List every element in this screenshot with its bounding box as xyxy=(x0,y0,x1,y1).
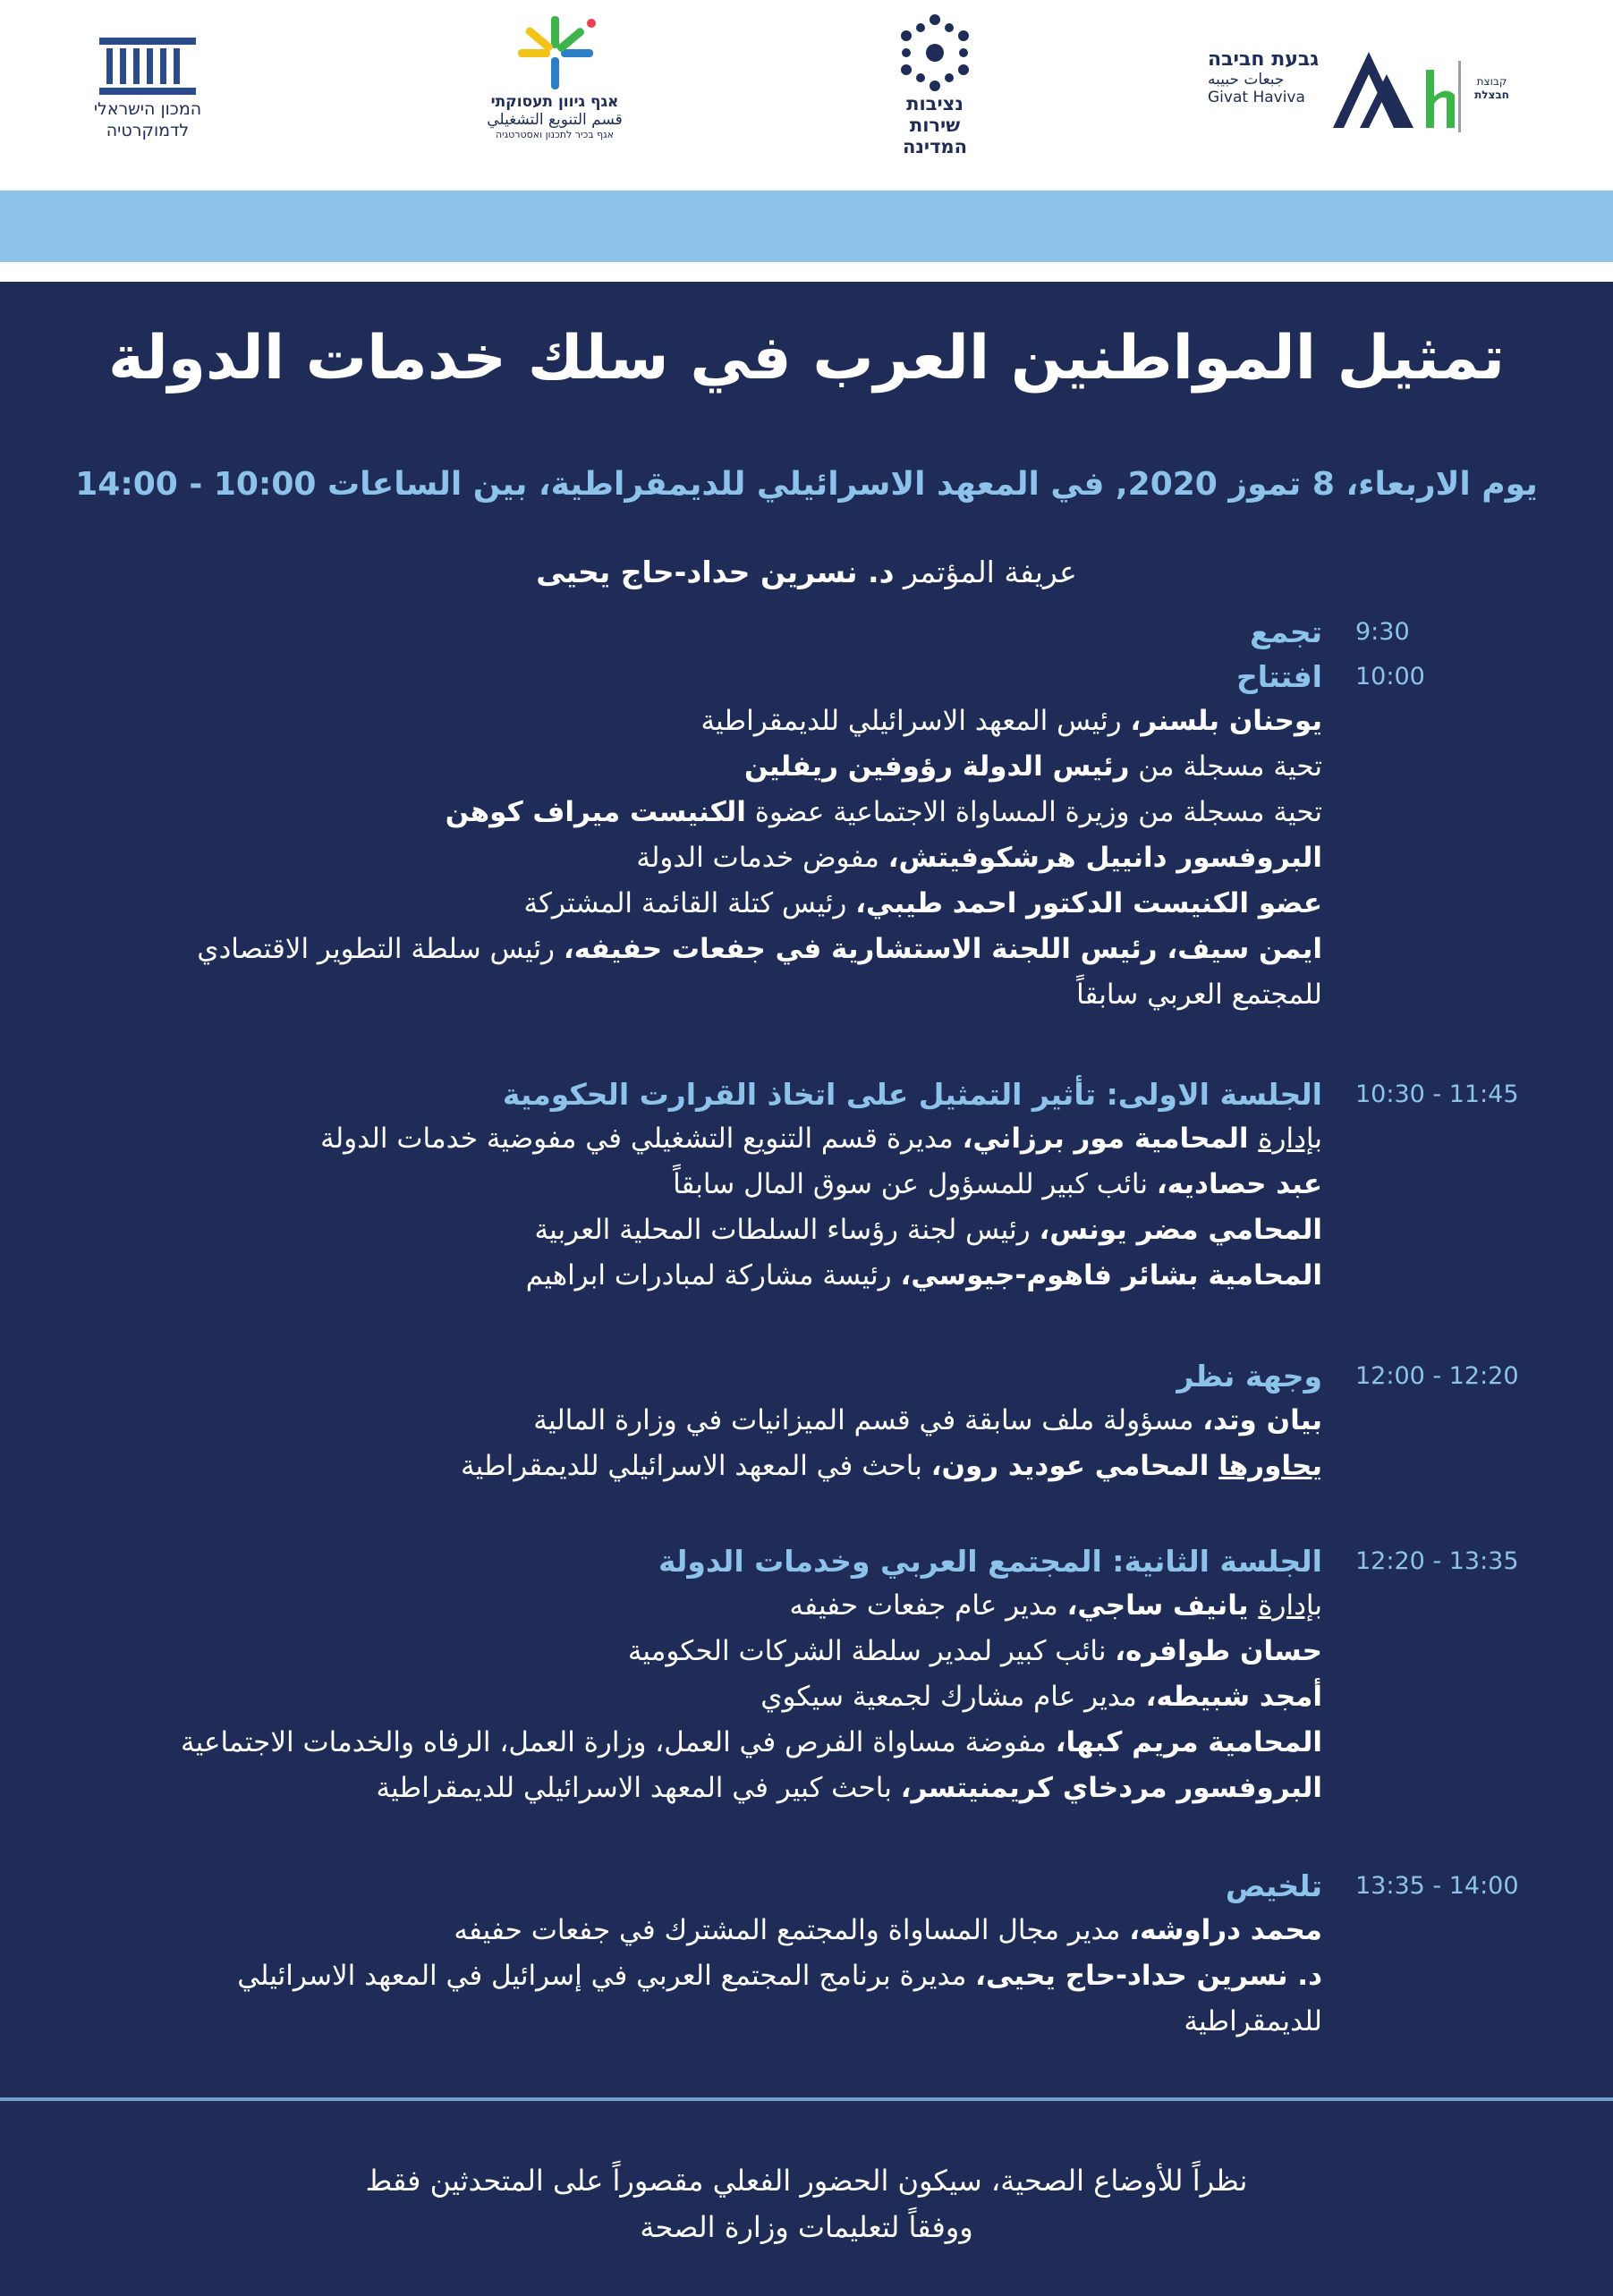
speaker-name: محمد دراوشه، xyxy=(1129,1914,1322,1946)
session-title: افتتاح xyxy=(1235,659,1322,694)
session-title: تلخيص xyxy=(1225,1868,1322,1903)
star-of-david-dots-icon xyxy=(895,13,975,93)
speaker-item xyxy=(107,835,1322,881)
speaker-list xyxy=(107,1908,1322,2045)
employment-diversity-logo xyxy=(465,13,644,140)
speaker-role: رئيس كتلة القائمة المشتركة xyxy=(523,887,856,919)
host-label: عريفة المؤتمر xyxy=(904,555,1077,589)
session-title: تجمع xyxy=(1250,614,1322,649)
speaker-role: مدير عام جفعات حفيفه xyxy=(789,1589,1067,1622)
speaker-name: ايمن سيف، رئيس اللجنة الاستشارية في جفعات حفيفه، xyxy=(563,933,1322,965)
speaker-item xyxy=(107,1720,1322,1766)
speaker-name: أمجد شبيطه، xyxy=(1145,1681,1322,1713)
speaker-name: المحامية مريم كبها، xyxy=(1055,1726,1322,1758)
speaker-role: رئيسة مشاركة لمبادرات ابراهيم xyxy=(525,1259,901,1292)
diversity-name-arabic: قسم التنويع التشغيلي xyxy=(487,111,623,129)
host-line xyxy=(358,547,1255,597)
host-name: د. نسرين حداد-حاج يحيى xyxy=(536,555,895,589)
speaker-name: عضو الكنيست الدكتور احمد طيبي، xyxy=(855,887,1322,919)
givat-haviva-hebrew: גבעת חביבה xyxy=(1208,48,1320,71)
speaker-name: المحامية بشائر فاهوم-جيوسي، xyxy=(900,1259,1322,1292)
session-title: وجهة نظر xyxy=(1176,1359,1322,1394)
speaker-item xyxy=(107,1953,1322,2045)
speaker-role: مديرة برنامج المجتمع العربي في إسرائيل في المعهد الاسرائيلي للديمقراطية xyxy=(237,1960,1322,2038)
health-note xyxy=(224,2157,1389,2250)
speaker-role: رئيس المعهد الاسرائيلي للديمقراطية xyxy=(700,705,1131,737)
health-note-line2: ووفقاً لتعليمات وزارة الصحة xyxy=(640,2210,973,2244)
speaker-name: البروفسور دانييل هرشكوفيتش، xyxy=(887,842,1322,874)
speaker-name: حسان طوافره، xyxy=(1115,1635,1322,1667)
speaker-name: رئيس الدولة رؤوفين ريفلين xyxy=(743,750,1130,783)
speaker-name: بيان وتد، xyxy=(1202,1404,1322,1436)
speaker-item xyxy=(107,1444,1322,1489)
speaker-item xyxy=(107,1583,1322,1629)
speaker-name: المحامي مضر يونس، xyxy=(1039,1214,1322,1246)
session-time: 12:00 - 12:20 xyxy=(1355,1362,1519,1390)
speaker-item xyxy=(107,927,1322,1018)
speaker-name: د. نسرين حداد-حاج يحيى، xyxy=(975,1960,1322,1992)
speaker-item xyxy=(107,744,1322,790)
speaker-name: يانيف ساجي، xyxy=(1066,1589,1259,1622)
speaker-lead: تحية مسجلة من xyxy=(1129,750,1322,783)
civil-service-line2: שירות xyxy=(909,114,961,136)
institute-name-line2: לדמוקרטיה xyxy=(106,121,190,140)
speaker-name: المحامي عوديد رون، xyxy=(930,1450,1219,1482)
schedule-viewpoint xyxy=(107,1355,1557,1489)
session-time: 13:35 - 14:00 xyxy=(1355,1872,1519,1900)
givat-haviva-mark-icon xyxy=(1333,43,1467,141)
speaker-name: الكنيست ميراف كوهن xyxy=(445,796,746,828)
speaker-item xyxy=(107,1398,1322,1444)
speaker-item xyxy=(107,1207,1322,1253)
speaker-role: مفوضة مساواة الفرص في العمل، وزارة العمل، الرفاه والخدمات الاجتماعية xyxy=(180,1726,1056,1758)
health-note-line1: نظراً للأوضاع الصحية، سيكون الحضور الفعلي مقصوراً على المتحدثين فقط xyxy=(365,2164,1248,2198)
speaker-item xyxy=(107,1674,1322,1720)
session-title: الجلسة الاولى: تأثير التمثيل على اتخاذ القرارت الحكومية xyxy=(502,1077,1322,1112)
civil-service-line1: נציבות xyxy=(906,93,964,114)
group-line2: חבצלת xyxy=(1474,89,1509,101)
civil-service-line3: המדינה xyxy=(902,136,968,157)
group-line1: קבוצת xyxy=(1476,75,1507,88)
speaker-role: باحث كبير في المعهد الاسرائيلي للديمقراطية xyxy=(376,1772,901,1804)
page-title: تمثيل المواطنين العرب في سلك خدمات الدولة xyxy=(107,323,1506,394)
speaker-name: عبد حصاديه، xyxy=(1156,1168,1322,1200)
footer-divider xyxy=(0,2097,1613,2101)
speaker-list xyxy=(107,699,1322,1018)
session-time: 12:20 - 13:35 xyxy=(1355,1547,1519,1575)
speaker-item xyxy=(107,1766,1322,1811)
header-blue-band xyxy=(0,191,1613,262)
speaker-role: مديرة قسم التنويع التشغيلي في مفوضية خدمات الدولة xyxy=(320,1123,963,1155)
speaker-item xyxy=(107,881,1322,927)
event-date-line: يوم الاربعاء، 8 تموز 2020, في المعهد الاسرائيلي للديمقراطية، بين الساعات 10:00 - 14:00 xyxy=(75,466,1538,503)
session-time: 9:30 xyxy=(1355,618,1410,646)
session-title: الجلسة الثانية: المجتمع العربي وخدمات الدولة xyxy=(658,1544,1322,1579)
speaker-item xyxy=(107,1908,1322,1953)
speaker-name: المحامية مور برزاني، xyxy=(962,1123,1259,1155)
speaker-role: مفوض خدمات الدولة xyxy=(636,842,888,874)
israel-democracy-institute-logo xyxy=(85,36,210,141)
schedule-opening xyxy=(107,656,1557,1018)
session-time: 10:30 - 11:45 xyxy=(1355,1080,1519,1108)
group-label xyxy=(1472,75,1512,102)
speaker-list xyxy=(107,1116,1322,1299)
speaker-role: رئيس سلطة التطوير الاقتصادي للمجتمع العربي سابقاً xyxy=(197,933,1322,1011)
civil-service-commission-logo xyxy=(886,13,984,157)
diversity-subtitle: אגף בכיר לתכנון ואסטרטגיה xyxy=(495,129,615,140)
columns-icon xyxy=(94,36,201,98)
speaker-role: نائب كبير للمسؤول عن سوق المال سابقاً xyxy=(673,1168,1157,1200)
schedule-gathering xyxy=(107,611,1557,654)
interviewer-label: يحاورها xyxy=(1218,1450,1322,1482)
schedule-session-1 xyxy=(107,1073,1557,1299)
speaker-name: البروفسور مردخاي كريمنيتسر، xyxy=(900,1772,1322,1804)
header-white-divider xyxy=(0,262,1613,282)
logo-bar xyxy=(0,0,1613,191)
givat-haviva-arabic: جبعات حبيبه xyxy=(1208,71,1285,89)
speaker-role: مدير عام مشارك لجمعية سيكوي xyxy=(760,1681,1146,1713)
speaker-role: رئيس لجنة رؤساء السلطات المحلية العربية xyxy=(534,1214,1040,1246)
speaker-name: يوحنان بلسنر، xyxy=(1130,705,1322,737)
speaker-item xyxy=(107,1253,1322,1299)
speaker-role: باحث في المعهد الاسرائيلي للديمقراطية xyxy=(460,1450,931,1482)
asterisk-flower-icon xyxy=(505,13,604,93)
speaker-role: مسؤولة ملف سابقة في قسم الميزانيات في وزارة المالية xyxy=(533,1404,1203,1436)
speaker-item xyxy=(107,1629,1322,1674)
speaker-item xyxy=(107,1162,1322,1207)
speaker-lead: تحية مسجلة من وزيرة المساواة الاجتماعية عضوة xyxy=(745,796,1322,828)
schedule-summary xyxy=(107,1865,1557,2045)
givat-haviva-english: Givat Haviva xyxy=(1208,89,1305,106)
moderator-label: بإدارة xyxy=(1258,1123,1322,1155)
schedule-session-2 xyxy=(107,1540,1557,1811)
speaker-role: مدير مجال المساواة والمجتمع المشترك في جفعات حفيفه xyxy=(454,1914,1130,1946)
speaker-list xyxy=(107,1583,1322,1811)
speaker-item xyxy=(107,699,1322,744)
givat-haviva-logo xyxy=(1190,43,1512,141)
speaker-item xyxy=(107,1116,1322,1162)
speaker-item xyxy=(107,790,1322,835)
diversity-name-hebrew: אגף גיוון תעסוקתי xyxy=(490,93,619,111)
moderator-label: بإدارة xyxy=(1258,1589,1322,1622)
session-time: 10:00 xyxy=(1355,663,1425,690)
speaker-list xyxy=(107,1398,1322,1489)
speaker-role: نائب كبير لمدير سلطة الشركات الحكومية xyxy=(627,1635,1116,1667)
institute-name-line1: המכון הישראלי xyxy=(93,99,202,119)
